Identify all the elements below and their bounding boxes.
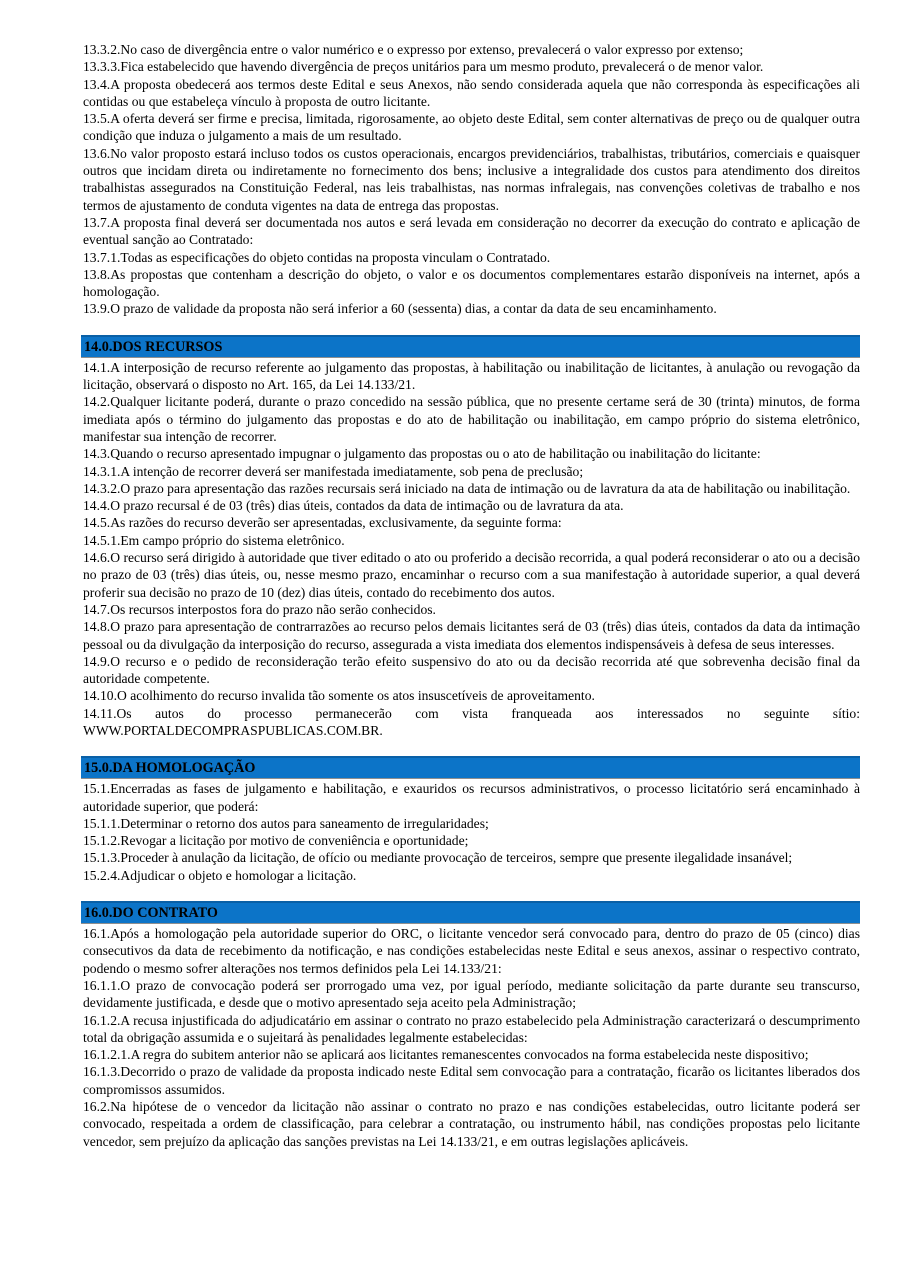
paragraph: 13.3.3.Fica estabelecido que havendo divergência de preços unitários para um mesmo produto, prevalecerá o de menor valor. [83, 59, 764, 75]
paragraph: 14.4.O prazo recursal é de 03 (três) dias úteis, contados da data de intimação ou de lavratura da ata. [83, 498, 624, 514]
document-section [83, 901, 860, 1150]
paragraph: 16.1.3.Decorrido o prazo de validade da proposta indicado neste Edital sem convocação para a contratação, ficarão os licitantes liberados dos compromissos assumidos. [83, 1064, 860, 1097]
paragraph: 13.4.A proposta obedecerá aos termos deste Edital e seus Anexos, não sendo considerada aquela que não corresponda às especificações ali contidas ou que estabeleça vínculo à proposta de outro licitante. [83, 76, 860, 109]
paragraph: 13.7.1.Todas as especificações do objeto contidas na proposta vinculam o Contratado. [83, 249, 551, 265]
document-section [83, 335, 860, 740]
paragraph: 13.5.A oferta deverá ser firme e precisa, limitada, rigorosamente, ao objeto deste Edital, sem conter alternativas de preço ou de qualquer outra condição que induza o julgamento a mais de um resultado. [83, 111, 860, 144]
paragraph: 14.8.O prazo para apresentação de contrarrazões ao recurso pelos demais licitantes será de 03 (três) dias úteis, contados da data da intimação pessoal ou da divulgação da interposição do recurso, assegurada a vista imediata dos elementos indispensáveis à defesa de seus interesses. [83, 619, 860, 652]
paragraph: 14.2.Qualquer licitante poderá, durante o prazo concedido na sessão pública, que no presente certame será de 30 (trinta) minutos, de forma imediata após o término do julgamento das propostas e do ato de habilitação ou inabilitação, em campo próprio do sistema eletrônico, manifestar sua intenção de recorrer. [83, 394, 860, 444]
paragraph: 16.1.2.1.A regra do subitem anterior não se aplicará aos licitantes remanescentes convocados na forma estabelecida neste dispositivo; [83, 1047, 809, 1063]
paragraph: 16.1.1.O prazo de convocação poderá ser prorrogado uma vez, por igual período, mediante solicitação da parte durante seu transcurso, devidamente justificada, e desde que o motivo apresentado seja aceito pela Administração; [83, 977, 860, 1011]
section-header: 16.0.DO CONTRATO [81, 901, 860, 924]
paragraph: 14.3.Quando o recurso apresentado impugnar o julgamento das propostas ou o ato de habilitação ou inabilitação do licitante: [83, 446, 761, 462]
paragraph: 13.6.No valor proposto estará incluso todos os custos operacionais, encargos previdenciários, trabalhistas, tributários, comerciais e quaisquer outros que incidam direta ou indiretamente no fornecimento dos bens; inclusive a integralidade dos custos para atendimento dos direitos trabalhistas assegurados na Constituição Federal, nas leis trabalhistas, nas normas infralegais, nas convenções coletivas de trabalho e nos termos de ajustamento de conduta vigentes na data de entrega das propostas. [83, 145, 860, 213]
paragraph: 15.1.2.Revogar a licitação por motivo de conveniência e oportunidade; [83, 833, 469, 849]
paragraph: 13.9.O prazo de validade da proposta não será inferior a 60 (sessenta) dias, a contar da data de seu encaminhamento. [83, 301, 717, 317]
paragraph: 14.3.1.A intenção de recorrer deverá ser manifestada imediatamente, sob pena de preclusão; [83, 463, 584, 479]
paragraph: 14.6.O recurso será dirigido à autoridade que tiver editado o ato ou proferido a decisão recorrida, a qual poderá reconsiderar o ato ou a decisão no prazo de 03 (três) dias úteis, ou, nesse mesmo prazo, encaminhar o recurso com a sua manifestação à autoridade superior, a qual deverá proferir sua decisão no prazo de 10 (dez) dias úteis, contado do recebimento dos autos. [83, 550, 860, 600]
section-header: 14.0.DOS RECURSOS [81, 335, 860, 358]
paragraph: 14.7.Os recursos interpostos fora do prazo não serão conhecidos. [83, 601, 436, 617]
section-header: 15.0.DA HOMOLOGAÇÃO [81, 756, 860, 779]
paragraph: 14.5.1.Em campo próprio do sistema eletrônico. [83, 532, 345, 548]
paragraph: 14.5.As razões do recurso deverão ser apresentadas, exclusivamente, da seguinte forma: [83, 515, 562, 531]
paragraph: 15.1.1.Determinar o retorno dos autos para saneamento de irregularidades; [83, 815, 489, 831]
document-section [83, 41, 860, 318]
paragraph: 16.2.Na hipótese de o vencedor da licitação não assinar o contrato no prazo e nas condições estabelecidas, outro licitante poderá ser convocado, respeitada a ordem de classificação, para celebrar a contratação, ou instrumento hábil, nas condições propostas pelo licitante vencedor, sem prejuízo da aplicação das sanções previstas na Lei 14.133/21, e em outras legislações aplicáveis. [83, 1099, 860, 1149]
paragraph: 14.10.O acolhimento do recurso invalida tão somente os atos insuscetíveis de aproveitamento. [83, 688, 595, 704]
paragraph: 16.1.2.A recusa injustificada do adjudicatário em assinar o contrato no prazo estabelecido pela Administração caracterizará o descumprimento total da obrigação assumida e o sujeitará às penalidades legalmente estabelecidas: [83, 1012, 860, 1045]
paragraph: 14.9.O recurso e o pedido de reconsideração terão efeito suspensivo do ato ou da decisão recorrida até que sobrevenha decisão final da autoridade competente. [83, 653, 860, 687]
paragraph: 13.3.2.No caso de divergência entre o valor numérico e o expresso por extenso, prevalecerá o valor expresso por extenso; [83, 42, 744, 57]
paragraph: 15.1.3.Proceder à anulação da licitação, de ofício ou mediante provocação de terceiros, sempre que presente ilegalidade insanável; [83, 850, 793, 866]
document-body [83, 41, 860, 1150]
paragraph: 13.8.As propostas que contenham a descrição do objeto, o valor e os documentos complementares estarão disponíveis na internet, após a homologação. [83, 266, 860, 300]
paragraph: 14.3.2.O prazo para apresentação das razões recursais será iniciado na data de intimação ou de lavratura da ata de habilitação ou inabilitação. [83, 480, 851, 496]
paragraph: 16.1.Após a homologação pela autoridade superior do ORC, o licitante vencedor será convocado para, dentro do prazo de 05 (cinco) dias consecutivos da data de recebimento da notificação, e nas condições estabelecidas neste Edital e seus anexos, assinar o respectivo contrato, podendo o mesmo sofrer alterações nos termos definidos pela Lei 14.133/21: [83, 926, 860, 976]
document-section [83, 756, 860, 884]
paragraph: 15.1.Encerradas as fases de julgamento e habilitação, e exauridos os recursos administrativos, o processo licitatório será encaminhado à autoridade superior, que poderá: [83, 781, 860, 814]
paragraph: 13.7.A proposta final deverá ser documentada nos autos e será levada em consideração no decorrer da execução do contrato e aplicação de eventual sanção ao Contratado: [83, 214, 860, 248]
paragraph: 14.1.A interposição de recurso referente ao julgamento das propostas, à habilitação ou inabilitação de licitantes, à anulação ou revogação da licitação, observará o disposto no Art. 165, da Lei 14.133/21. [83, 359, 860, 393]
paragraph: 14.11.Os autos do processo permanecerão com vista franqueada aos interessados no seguinte sítio: WWW.PORTALDECOMPRASPUBLICAS.COM.BR. [83, 705, 860, 738]
paragraph: 15.2.4.Adjudicar o objeto e homologar a licitação. [83, 867, 357, 883]
